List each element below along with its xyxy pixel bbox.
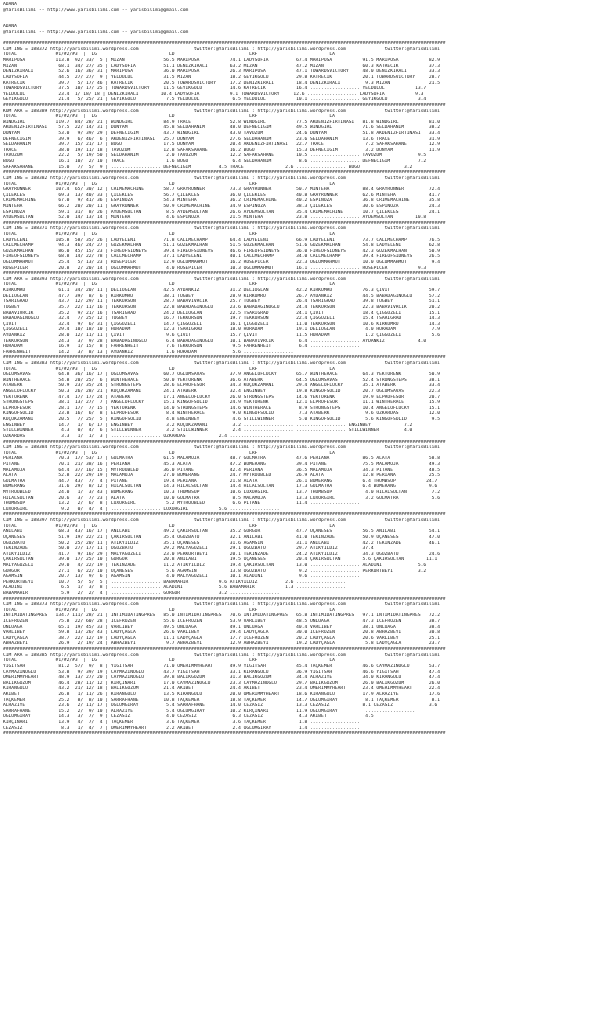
result-row: MALYAGÜZELI 29.0 4/ 22/ 19 | TEKINZADE 11.2 ATIKYILDIZ 19.4 ÇAKIRSULTAN 13.0 .................. ALADINI 5.6: [3, 562, 427, 568]
result-row: GEYIKGÖLÜ 21.4 5/ 25/ 21 | GEYIKGÖLÜ 7.5 YELDÜLÜL 6.5 YELDÜLÜL 10.1 .................. GEYIKGÖLÜ 3.4: [3, 97, 427, 103]
result-row: MIZAN 68.1 34/ 27/ 35 | LADYSOFIA 51.1 DENIZKIRALI 63.2 MIZAN 47.2 MIZAN 60.3 KATRECIK 37.3: [3, 63, 440, 69]
result-row: AYDEMSULTAN 52.0 14/ 13/ 14 | MINTEHA 4.6 ESPINOZA 21.5 MINTEHA 23.8 .................. AYDEMSULTAN 10.8: [3, 215, 427, 221]
result-row: TAVUZUM 22.2 5/ 19/ 50 | SELDAHANIM 2.0 TAVUZUM 12.2 SAFAKSAHANE 10.5 .................. TAVUZUM 9.5: [3, 153, 427, 159]
result-row: YIGITSAH 81.2 57/ 9/ 8 | YIGITSAH 71.0 ÖMERIMMYHEART 49.9 YIGITSAH 45.4 TAÇKEMER 46.6 CAYMAZINOGLU 53.7: [3, 663, 440, 669]
result-row: HÜRADAM 16.9 1/ 15/ 8 | FAHRENHEIT 7.6 TEKKURSUN 9.5 FAHRENHEIT 6.4 ..................: [3, 344, 360, 350]
result-row: STILLWINNER 4.3 0/ 4/ 6 | STILLWINNER 3.2 STILLWINNER 2.4 .................. .................. STILLWINNER 4.0: [3, 428, 413, 434]
result-row: TAÇKEMER 25.2 8/ 8/ 10 | SARRAFHANE 10.8 TAÇKEMER 18.8 TAÇKEMER 14.7 OGLUMGIRAY 8.1 TAÇKEMER 8.1: [3, 697, 440, 703]
result-row: GÜZEKMALHAN 86.0 45/ 15/ 23 | FIREOFSIDNEYS 39.4 FIREOFSIDNEYS 46.6 FIREOFSIDNEYS 36.0 FIREOFSIDNEYS 42.3 GÜZEKMALHAN 50.9: [3, 248, 440, 254]
result-row: FIREOFSIDNEYS 68.8 14/ 22/ 78 | CALLMECHAMP 37.1 LADYELENI 40.1 CALLMECHAMP 34.0 CALLMECHAMP 39.4 FIREOFSIDNEYS 26.5: [3, 254, 440, 260]
result-row: PITANE 70.1 21/ 38/ 16 | PERIANA 45.3 ALATA 47.2 BUMERANG 39.4 PITANE 75.5 MALAMOJA 49.3: [3, 461, 440, 467]
result-row: FAHRENHEIT 14.2 3/ 8/ 13 | AYDANKIZ 1.6 HÜRADAM 5.6 ..................: [3, 349, 294, 355]
document-title: ADANA: [3, 2, 17, 7]
result-row: ÖZKARDAS 3.3 1/ 1/ 3 | .................. ÖZKARDAS 2.4 ..................: [3, 433, 280, 439]
result-row: MYTROUBLED 24.0 1/ 3/ 43 | BUMERANG 10.3 THUMBSUP 10.6 LUXORGIRL 13.7 THUMBSUP 4.0 HILALSULTAN 7.2: [3, 490, 440, 496]
result-row: BABAVIVRCIK 35.2 9/ 21/ 16 | TSARIGRAD 24.2 DELIOGLAN 22.5 TSARIGRAD 24.1 ÇIVIT 18.4 ÇIGGÜZELI 15.1: [3, 310, 440, 316]
result-row: AGAMSIN 20.7 13/ 9/ 6 | AGAMSIN 4.0 MALYAGÜZELI 10.1 ALADINI 9.6 ..................: [3, 574, 360, 580]
result-row: HILALSULTAN 20.6 3/ 7/ 23 | ALATA 10.0 GÜLMATRA 8.5 MALAMOJA 13.3 LUXORGIRL 3.2 GÜLMATRA 5.6: [3, 495, 440, 501]
result-row: GÜLMATRA 44.7 43/ 7/ 4 | PITANE 19.4 PERIANA 21.8 ALATA 26.1 BUMERANG 6.4 THUMBSUP 24.7: [3, 478, 438, 484]
result-row: SARRAFHANE 15.2 2/ 9/ 10 | ALRAZIYE 5.4 OGLUMGIRAY 10.2 KIRÇINARI 11.9 OGLUMGIRAY ..................: [3, 708, 416, 714]
separator-line: ################################################################################################################################################################: [3, 102, 446, 108]
result-row: DÜNYAM 53.0 9/ 39/ 29 | DEFNECIGIM 43.7 WINDGIRL 43.0 TAVUZUM 24.6 DÜNYAM 51.8 AKDENIZFIRTINASI 33.4: [3, 131, 440, 137]
race-block: [3, 170, 599, 220]
separator-line: ################################################################################################################################################################: [3, 170, 446, 176]
result-row: ATABERK 50.9 23/ 35/ 24 | STRONGSTEPS 28.6 ELPROFESOR 34.3 KÜÇÜKZAMANI 29.4 ANGELOFLUCKY 35.1 ATABERK 33.4: [3, 383, 440, 389]
separator-line: ################################################################################################################################################################: [3, 439, 446, 445]
contact-line: @YarisBilimi -- http://www.yarisbilimi.com -- yarisbilimi@gmail.com: [3, 7, 189, 13]
document-title-repeat: ADANA: [3, 24, 17, 30]
race-header: CIM ING = 188383 http://yarisbilimi.wordpress.com twitter:@YarisBilimi : http://yarisbilimi.wordpress.com twitter:@YarisBilimi: [3, 361, 440, 366]
result-row: OGLUMSAVAS 64.8 36/ 16/ 17 | OGLUMSAVAS 60.7 OGLUMSAVAS 37.9 ANGELOFLUCKY 65.7 WINTHERACE 64.3 YEKTORENK 50.9: [3, 372, 440, 378]
result-row: ALATA 52.8 22/ 29/ 19 | MALAMOJA 27.0 BUMERANG 24.7 MYTROUBLED 26.9 ALATA 12.8 PERIANA 25.5: [3, 473, 440, 479]
result-row: UÇANESES 51.9 19/ 22/ 21 | ÇAKIRSULTAN 35.4 OGUZBATU 32.1 ANILABI 41.0 TEKINZADE 50.9 UÇANESES 47.0: [3, 534, 440, 540]
race-header: CIM ING = 188372 http://yarisbilimi.wordpress.com twitter:@YarisBilimi : http://yarisbilimi.wordpress.com twitter:@YarisBilimi: [3, 46, 440, 52]
result-row: ÇILEKLES 69.3 13/ 40/ 33 | ÇILEKLES 56.7 ÇILEKLES 36.0 ÇILEKLES 40.8 GRAYRUNNER 62.6 MINTEHA 41.7: [3, 192, 440, 198]
result-row: SELDAHANIM 39.7 15/ 21/ 17 | BUGU 17.5 DUNYAM 20.4 AKDENIZFIRTINASI 22.7 TRACE 7.2 SAFAKSAHANE 12.9: [3, 142, 440, 148]
result-row: ELPROFESOR 28.1 17/ 7/ 15 | YEKTORENK 14.0 STRONGSTEPS 14.6 WINTHERACE 8.9 STRONGSTEPS 10.4 ANGELOFLUCKY 15.1: [3, 405, 440, 411]
column-header: TOTAL #1/#2/#3 | LG LD LRF LA: [3, 607, 335, 613]
result-row: INTIMIDATINGPRES 134.7 111/ 28/ 21 | INTIMIDATINGPRES 85.0 INTIMIDATINGPRES 70.6 INTIMIDATINGPRES 65.8 INTIMIDATINGPRES 97.1 INTIMIDATINGPRES 72.2: [3, 613, 440, 619]
column-header: TOTAL #1/#2/#3 | LG LD LRF LA: [3, 658, 335, 664]
result-row: BALIKGÖZÜM 46.4 28/ 11/ 12 | KIRÇINARI 17.0 CAYMAZINOGLU 23.3 CAYMAZINOGLU 29.7 BALIKGÖZÜM 26.0 BALIKGÖZÜM 26.0: [3, 680, 440, 686]
race-header: KUM ARA = 188389 http://yarisbilimi.wordpress.com twitter:@YarisBilimi : http://yarisbilimi.wordpress.com twitter:@YarisBilimi: [3, 108, 440, 114]
result-row: KIRANGÜLÜ 43.2 21/ 12/ 18 | BALIKGÖZÜM 21.4 AKIBET 24.4 AKIBET 23.4 ÖMERIMMYHEART 23.4 ÖMERIMMYHEART 22.4: [3, 686, 440, 692]
result-row: TOWARDSVICTORY 37.5 10/ 17/ 25 | TOWARDSVICTORY 11.5 GEYIKGÖLÜ 14.6 KATRECIK 16.4 .................. YELDÜLÜL 13.7: [3, 86, 427, 92]
column-header: TOTAL #1/#2/#3 | LG LD LRF LA: [3, 231, 335, 237]
result-row: BABADAGINOGLU 32.4 7/ 25/ 12 | TUGBEY 16.7 TEKKURSUN 19.7 TEKKURSUN 22.4 ÇIGGÜZELI 15.4 TSARIGRAD 14.3: [3, 316, 440, 322]
result-row: DENIZKIRALI 52.6 16/ 36/ 31 | MARIPOSA 36.0 MARIPOSA 26.3 MARIPOSA 47.1 TOWARDSVICTORY 48.0 DENIZKIRALI 33.3: [3, 69, 440, 75]
column-header: TOTAL #1/#2/#3 | LG LD LRF LA: [3, 366, 335, 372]
result-row: ALRAZIYE 23.6 2/ 11/ 17 | OGLUMGIRAY 5.4 SARRAFHANE 14.0 CEZASIZ 13.3 CEZASIZ 8.1 CEZASIZ 3.6: [3, 703, 438, 709]
separator-line: ################################################################################################################################################################: [3, 220, 446, 226]
separator-line: ################################################################################################################################################################: [3, 647, 446, 653]
result-row: ÇAKIRSULTAN 39.0 17/ 25/ 10 | GÜRGÖR 20.8 ANILABI 19.5 UÇANESES 20.4 ÇAKIRSULTAN 5.6 ÇAKIRSULTAN 11.1: [3, 557, 438, 563]
race-block: [3, 221, 599, 271]
result-row: PERKURTBEYI 10.7 5/ 5/ 5 | .................. BABAMAHIR 9.6 ATIKYILDIZ 2.6 ..................: [3, 579, 346, 585]
result-row: ÇIGGÜZELI 29.4 10/ 18/ 10 | HÜRADAM 12.3 TSARIGRAD 18.0 HÜRADAM 19.1 DELIOGLAN 4.0 HÜRADAM 7.9: [3, 327, 440, 333]
result-row: ÜNLÜAGA 65.1 19/ 45/ 33 | VARLIBEY 49.5 ÜNLÜAGA 49.1 ÜNLÜAGA 40.4 VARLIBEY 38.1 ÜNLÜAGA 38.4: [3, 624, 440, 630]
race-block: [3, 647, 599, 731]
result-row: OGLUMMAHMUT 25.4 5/ 13/ 23 | ROSEPICER 12.9 OGLUMMAHMUT 16.2 ROSEPICER 22.3 OGLUMMAHMUT 10.0 OGLUMMAHMUT 9.4: [3, 260, 440, 266]
race-block: [3, 512, 599, 596]
result-row: KÜÇÜKZAMANI 20.5 7/ 25/ 5 | KINGOFSOLID 4.8 ENGINBEY 4.6 STILLWINNER 5.0 KINGOFSOLID 5.6 KINGOFSOLID 9.5: [3, 417, 440, 423]
race-header: CIM ING = 188371 http://yarisbilimi.wordpress.com twitter:@YarisBilimi : http://yarisbilimi.wordpress.com twitter:@YarisBilimi: [3, 226, 440, 232]
result-row: LADYSOFIA 44.5 27/ 27/ 9 | YELDÜLÜL 31.5 MIZAN 18.2 GEYIKGÖLÜ 29.8 KATRECIK 20.1 TOWARDSVICTORY 28.7: [3, 74, 440, 80]
race-list: [3, 41, 599, 737]
race-block: [3, 41, 599, 103]
result-row: AKIBET 26.8 1/ 11/ 26 | KIRANGÜLÜ 13.5 KIRANGÜLÜ 20.0 ÖMERIMMYHEART 18.6 KIRANGÜLÜ 17.9 ALRAZIYE 17.6: [3, 691, 440, 697]
result-row: STRONGSTEPS 38.1 13/ 27/ 7 | ANGELOFLUCKY 15.1 KINGOFSOLID 24.9 YEKTORENK 12.1 ELPROFESOR 11.1 WINTHERACE 15.9: [3, 400, 440, 406]
column-header: TOTAL #1/#2/#3 | LG LD LRF LA: [3, 282, 335, 288]
result-row: YELDÜLÜL 23.4 1/ 18/ 18 | DENIZKIRALI 10.4 LADYSOFIA 9.1 TOWARDSVICTORY 12.6 .................. LADYSOFIA 9.3: [3, 91, 424, 97]
column-header: TOTAL #1/#2/#3 | LG LD LRF LA: [3, 52, 335, 58]
result-row: PERIANA 70.3 17/ 53/ 17 | GÜLMATRA 61.5 MALAMOJA 48.7 GÜLMATRA 47.6 PERIANA 86.5 ALATA 58.8: [3, 456, 440, 462]
result-row: ATIKYILDIZ 41.7 9/ 16/ 29 | MALYAGÜZELI 23.0 PERKURTBEYI 20.1 TEKINZADE 24.2 ATIKYILDIZ 34.3 OGUZBATU 24.6: [3, 551, 440, 557]
result-row: ICEFROZEN 75.8 22/ 60/ 28 | ICEFROZEN 55.6 ICEFROZEN 53.9 VARLIBEY 48.5 ÜNLÜAGA 47.3 ICEFROZEN 38.7: [3, 619, 440, 625]
separator-line: ################################################################################################################################################################: [3, 355, 446, 361]
result-row: OGUZBATU 50.2 25/ 20/ 11 | ATIKYILDIZ 35.1 UÇANESES 31.6 AGAMSIN 31.1 ANILABI 42.2 TEKINZADE 46.1: [3, 540, 440, 546]
result-row: GRAYRUNNER 107.4 65/ 30/ 12 | CRIMEMACHINE 58.7 GRAYRUNNER 73.3 GRAYRUNNER 50.7 MINTEHA 88.4 GRAYRUNNER 72.4: [3, 187, 440, 193]
result-row: CAYMAZINOGLU 53.8 9/ 39/ 19 | CAYMAZINOGLU 43.7 YIGITSAH 33.1 KIRANGÜLÜ 36.9 YIGITSAH 46.6 YIGITSAH 47.4: [3, 669, 440, 675]
result-row: ALADINI 6.5 1/ 3/ 8 | .................. ALADINI 5.6 BABAMAHIR 1.3 ..................: [3, 585, 346, 591]
result-row: ROSEPICER 20.8 2/ 20/ 14 | OGLUMMAHMUT 4.0 ROSEPICER 10.3 OGLUMMAHMUT 16.1 .................. ROSEPICER 9.3: [3, 265, 427, 271]
result-row: VARLIBEY 59.8 13/ 26/ 43 | LADYÇAGLA 26.6 VARLIBEY 29.4 LADYÇAGLA 30.0 ICEFROZEN 20.8 ABHAZBEYI 30.8: [3, 630, 440, 636]
result-row: KINGOFSOLID 23.8 16/ 6/ 8 | ELPROFESOR 8.4 WINTHERACE 9.0 KINGOFSOLID 7.3 ATABERK 9.6 ÖZKARDAS 12.0: [3, 411, 440, 417]
result-row: DELIOGLAN 47.7 39/ 8/ 6 | KIRKUMRU 38.1 TUGBEY 28.9 KIRKUMRU 26.7 AYDANKIZ 44.5 BABADAGINOGLU 57.2: [3, 293, 440, 299]
race-block: [3, 440, 599, 513]
result-row: OGLUMGIRAY 14.3 3/ 7/ 9 | CEZASIZ 4.0 CEZASIZ 6.3 CEZASIZ 4.3 AKIBET 4.5: [3, 714, 374, 720]
race-block: [3, 355, 599, 439]
result-row: CALLMECHAMP 94.3 46/ 24/ 27 | GÜZEKMALHAN 51.1 GÜZEKMALHAN 51.5 GÜZEKMALHAN 51.6 GÜZEKMALHAN 54.8 LADYELENI 62.8: [3, 243, 440, 249]
result-row: LADYELENI 105.8 58/ 35/ 26 | LADYELENI 71.8 CALLMECHAMP 64.4 LADYELENI 66.9 LADYELENI 73.7 CALLMECHAMP 76.5: [3, 237, 440, 243]
race-header: CIM ING = 188384 http://yarisbilimi.wordpress.com twitter:@YarisBilimi : http://yarisbilimi.wordpress.com twitter:@YarisBilimi: [3, 445, 440, 451]
result-row: KATRECIK 39.7 5/ 17/ 46 | KATRECIK 20.5 TOWARDSVICTORY 17.2 DENIZKIRALI 18.4 DENIZKIRALI 9.3 MIZAN 21.5: [3, 80, 440, 86]
race-header: CIM ING = 188382 http://yarisbilimi.wordpress.com twitter:@YarisBilimi : http://yarisbilimi.wordpress.com twitter:@YarisBilimi: [3, 175, 440, 181]
result-row: BABAMAHIR 5.9 2/ 2/ 4 | .................. GÜRGÖR 3.2 ..................: [3, 590, 280, 596]
result-row: SAFAKSAHANE 15.0 7/ 5/ 9 | .................. DEFNECIGIM 4.5 TRACE 2.6 .................. BUGU 3.2: [3, 164, 413, 170]
race-header: CIM ARA = 188393 http://yarisbilimi.wordpress.com twitter:@YarisBilimi : http://yarisbilimi.wordpress.com twitter:@YarisBilimi: [3, 276, 440, 282]
column-header: TOTAL #1/#2/#3 | LG LD LRF LA: [3, 450, 335, 456]
race-header: CIM ING = 188373 http://yarisbilimi.wordpress.com twitter:@YarisBilimi : http://yarisbilimi.wordpress.com twitter:@YarisBilimi: [3, 602, 440, 608]
result-row: ÖMERIMMYHEART 48.9 13/ 27/ 20 | CAYMAZINOGLU 39.8 BALIKGÖZÜM 31.3 BALIKGÖZÜM 34.4 ALRAZIYE 34.0 KIRANGÜLÜ 47.4: [3, 675, 440, 681]
separator-line: ################################################################################################################################################################: [3, 271, 446, 277]
separator-line: ################################################################################################################################################################: [3, 731, 446, 737]
result-row: ABHAZBEYI 26.9 2/ 19/ 24 | ABHAZBEYI 9.7 ABHAZBEYI 12.9 ABHAZBEYI 19.2 LADYÇAGLA 5.8 LADYÇAGLA 23.7: [3, 641, 440, 647]
column-header: TOTAL #1/#2/#3 | LG LD LRF LA: [3, 181, 335, 187]
result-row: WINTHERACE 54.8 20/ 25/ 6 | WINTHERACE 50.0 YEKTORENK 36.6 ATABERK 64.5 OGLUMSAVAS 52.4 STRONGSTEPS 38.1: [3, 377, 440, 383]
result-row: AKDENIZFIRTINASI 57.5 22/ 14/ 31 | DÜNYAM 45.8 SELDAHANIM 48.0 DEFNECIGIM 49.5 WINDGIRL 71.6 SELDAHANIM 38.2: [3, 125, 440, 131]
result-row: TSARIGRAD 43.7 12/ 29/ 11 | TEKKURSUN 28.7 BABAVIVRCIK 25.7 TUGBEY 26.4 TSARIGRAD 39.8 TUGBEY 51.1: [3, 299, 440, 305]
result-row: AYDANKIZ 28.0 12/ 11/ 11 | ÇIVIT 9.6 ÇIVIT 15.7 ÇIVIT 11.5 HÜRADAM 1.2 ÇIGGÜZELI 5.6: [3, 332, 440, 338]
separator-line: ################################################################################################################################################################: [3, 596, 446, 602]
separator-line: ################################################################################################################################################################: [3, 512, 446, 518]
race-block: [3, 103, 599, 170]
separator-line: ################################################################################################################################################################: [3, 41, 446, 47]
result-row: BUGU 16.1 10/ 2/ 10 | TRACE 1.6 BUGU 6.4 SELDAHANIM 8.6 .................. DEFNECIGIM 7.2: [3, 159, 427, 165]
result-row: KIRKUMRU 61.1 34/ 20/ 11 | DELIOGLAN 42.5 AYDANKIZ 31.2 DELIOGLAN 42.2 KIRKUMRU 76.3 ÇIVIT 59.7: [3, 288, 440, 294]
result-row: GÜRGÖR 27.1 6/ 22/ 10 | UÇANESES 5.6 AGAMSIN 13.8 OGUZBATU 9.2 .................. PERKURTBEYI 3.2: [3, 568, 427, 574]
column-header: TOTAL #1/#2/#3 | LG LD LRF LA: [3, 114, 335, 120]
result-row: ANILABI 68.3 43/ 16/ 17 | ANILABI 49.2 ÇAKIRSULTAN 35.2 GÜRGÖR 47.7 UÇANESES 56.5 ANILABI 54.1: [3, 529, 440, 535]
result-row: BUMERANG 31.6 29/ 8/ 12 | HILALSULTAN 14.3 HILALSULTAN 14.4 HILALSULTAN 17.3 GÜLMATRA 6.4 BUMERANG 9.6: [3, 484, 438, 490]
race-block: [3, 271, 599, 355]
result-row: KIRÇINARI 13.9 4/ 7/ 4 | TAÇKEMER 3.6 TAÇKEMER 3.6 TAÇKEMER 1.8 ..................: [3, 720, 360, 725]
result-row: TRACE 38.0 19/ 11/ 18 | TAVUZUM 12.8 SAFAKSAHANE 16.2 BUGU 15.3 DEFNECIGIM 3.2 DÜNYAM 11.9: [3, 147, 440, 153]
result-row: ENGINBEY 14.7 1/ 6/ 17 | ENGINBEY 3.2 KÜÇÜKZAMANI 3.2 .................. .................. ENGINBEY 7.2: [3, 422, 413, 428]
result-row: MALAMOJA 64.4 37/ 16/ 15 | MYTROUBLED 36.0 PITANE 42.4 PERIANA 36.5 MALAMOJA 34.3 PITANE 48.5: [3, 467, 440, 473]
result-row: LADYÇAGLA 38.7 22/ 12/ 19 | LADYÇAGLA 11.1 LADYÇAGLA 17.7 ICEFROZEN 20.2 LADYÇAGLA 20.6 VARLIBEY 25.1: [3, 635, 440, 641]
result-row: CRIMEMACHINE 67.0 9/ 41/ 36 | ESPINOZA 54.3 MINTEHA 36.2 CRIMEMACHINE 40.2 ESPINOZA 36.8 CRIMEMACHINE 35.8: [3, 198, 440, 204]
result-row: LUXORGIRL 9.2 0/ 4/ 4 | .................. LUXORGIRL 5.6 ..................: [3, 506, 280, 512]
result-row: THUMBSUP 13.2 2/ 6/ 8 | LUXORGIRL 5.2 MYTROUBLED 6.6 PITANE 11.4 ..................: [3, 501, 360, 507]
result-row: YEKTORENK 47.4 17/ 17/ 24 | ATABERK 17.1 ANGELOFLUCKY 26.0 STRONGSTEPS 14.6 YEKTORENK 19.9 ELPROFESOR 20.7: [3, 394, 440, 400]
result-row: ANGELOFLUCKY 50.3 26/ 28/ 21 | KÜÇÜKZAMANI 24.1 ATABERK 32.4 ENGINBEY 19.8 KINGOFSOLID 20.7 OGLUMSAVAS 22.3: [3, 389, 440, 395]
result-row: ÇIVIT 32.4 9/ 6/ 31 | ÇIGGÜZELI 14.7 ÇIGGÜZELI 16.1 ÇIGGÜZELI 11.0 TEKKURSUN 10.6 KIRKUMRU 14.3: [3, 321, 440, 327]
result-row: TUGBEY 35.7 22/ 11/ 16 | TEKKURSUN 22.8 BABADAGINOGLU 23.6 BABADAGINOGLU 24.4 TEKKURSUN 22.3 BABAVIVRCIK 20.2: [3, 304, 440, 310]
result-row: WINDGIRL 119.7 84/ 28/ 21 | WINDGIRL 84.9 TRACE 52.8 WINDGIRL 77.5 AKDENIZFIRTINASI 81.8 WINDGIRL 81.0: [3, 119, 440, 125]
result-row: CEZASIZ 8.3 1/ 4/ 7 | ÖMERIMMYHEART 2.2 AKIBET 2.4 OGLUMGIRAY 1.4 ..................: [3, 725, 360, 731]
contact-line-repeat: @YarisBilimi -- http://www.yarisbilimi.com -- yarisbilimi@gmail.com: [3, 30, 189, 36]
race-header: CIM ING = 188397 http://yarisbilimi.wordpress.com twitter:@YarisBilimi : http://yarisbilimi.wordpress.com twitter:@YarisBilimi: [3, 518, 440, 524]
result-row: ESPINOZA 59.1 31/ 8/ 26 | AYDEMSULTAN 8.5 AYDEMSULTAN 26.6 AYDEMSULTAN 35.4 CRIMEMACHINE 10.7 ÇILEKLES 24.1: [3, 209, 440, 215]
result-row: DEFNECIGIM 39.9 6/ 46/ 6 | AKDENIZFIRTINASI 25.7 DÜNYAM 27.6 SELDAHANIM 23.6 SELDAHANIM 13.6 TRACE 31.9: [3, 136, 440, 142]
result-row: MINTEHA 66.2 20/ 20/ 11 | GRAYRUNNER 50.9 CRIMEMACHINE 34.9 ESPINOZA 38.3 ÇILEKLES 30.6 ESPINOZA 24.3: [3, 203, 440, 209]
race-block: [3, 597, 599, 647]
result-row: MARIPOSA 113.8 92/ 33/ 5 | MIZAN 56.5 MARIPOSA 74.1 LADYSOFIA 67.4 MARIPOSA 91.5 MARIPOSA 82.9: [3, 58, 440, 64]
race-header: CIM ARA = 188385 http://yarisbilimi.wordpress.com twitter:@YarisBilimi : http://yarisbilimi.wordpress.com twitter:@YarisBilimi: [3, 652, 440, 658]
result-row: TEKINZADE 50.0 27/ 17/ 11 | OGUZBATU 29.2 MALYAGÜZELI 29.1 OGUZBATU 29.7 ATIKYILDIZ 37.4: [3, 546, 374, 552]
column-header: TOTAL #1/#2/#3 | LG LD LRF LA: [3, 523, 335, 529]
result-row: TEKKURSUN 24.3 3/ 9/ 28 | BABADAGINOGLU 6.4 BABADAGINOGLU 10.1 BABAVIVRCIK 6.4 .................. AYDANKIZ 4.0: [3, 338, 427, 344]
